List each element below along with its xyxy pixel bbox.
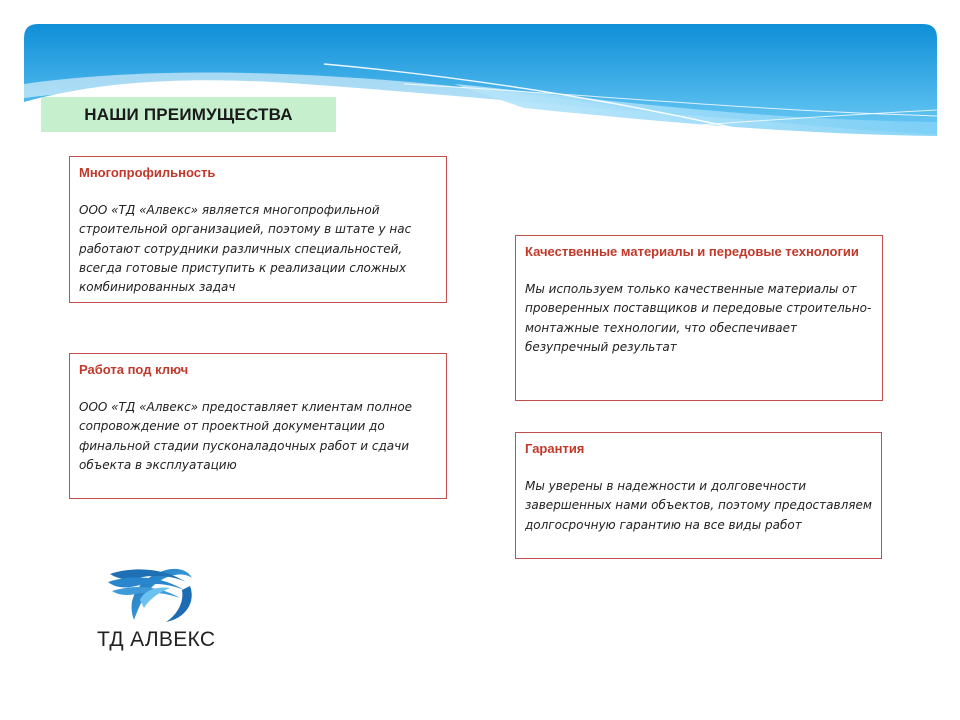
- company-name: ТД АЛВЕКС: [97, 628, 216, 651]
- advantage-card-multiprofile: [69, 156, 447, 303]
- card-text: ООО «ТД «Алвекс» предоставляет клиентам полное сопровождение от проектной документации до финальной стадии пусконаладочных работ и сдачи объекта в эксплуатацию: [79, 400, 413, 472]
- section-title-box: [41, 97, 336, 132]
- advantage-card-quality: [515, 235, 883, 401]
- card-text: Мы уверены в надежности и долговечности завершенных нами объектов, поэтому предоставляем долгосрочную гарантию на все виды работ: [525, 479, 872, 532]
- section-title: НАШИ ПРЕИМУЩЕСТВА: [84, 104, 293, 124]
- card-title: Качественные материалы и передовые технологии: [525, 244, 859, 259]
- advantage-card-guarantee: [515, 432, 882, 559]
- header-wave-banner: [24, 24, 937, 166]
- card-title: Многопрофильность: [79, 165, 216, 180]
- card-text: ООО «ТД «Алвекс» является многопрофильной строительной организацией, поэтому в штате у нас работают сотрудники различных специальностей, всегда готовые приступить к реализации сложных комбинированных задач: [79, 203, 412, 295]
- card-title: Работа под ключ: [79, 362, 189, 377]
- card-title: Гарантия: [525, 441, 585, 456]
- card-text: Мы используем только качественные материалы от проверенных поставщиков и передовые строительно-монтажные технологии, что обеспечивает безупречный результат: [525, 282, 872, 354]
- advantage-card-turnkey: [69, 353, 447, 499]
- alveks-logo-icon: [104, 560, 196, 626]
